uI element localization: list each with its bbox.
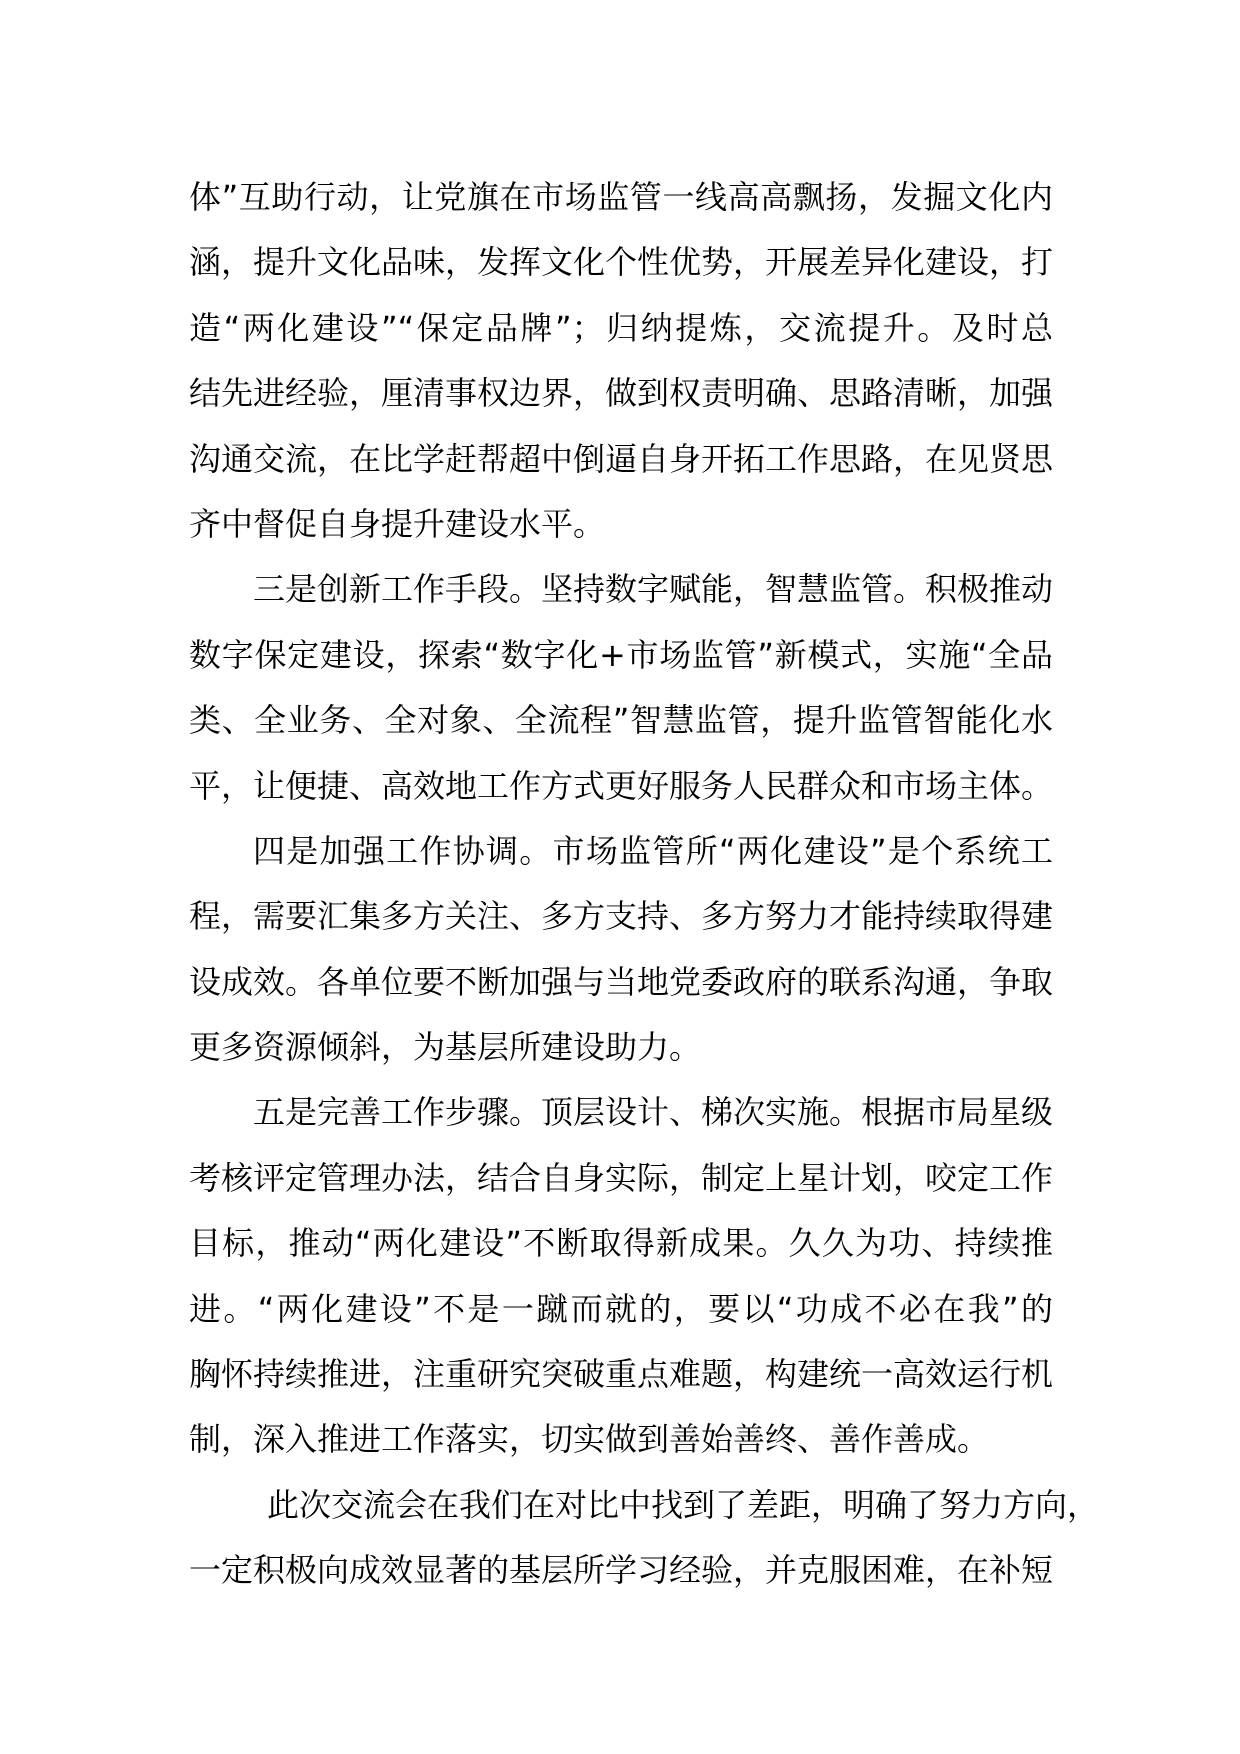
text-line: 三是创新工作手段。坚持数字赋能，智慧监管。积极推动	[253, 570, 1054, 609]
text-line: 胸怀持续推进，注重研究突破重点难题，构建统一高效运行机	[189, 1355, 1054, 1394]
paragraph	[189, 1473, 1109, 1604]
text-line: 四是加强工作协调。市场监管所“两化建设”是个系统工	[253, 831, 1053, 870]
text-line: 涵，提升文化品味，发挥文化个性优势，开展差异化建设，打	[189, 243, 1054, 282]
text-line: 结先进经验，厘清事权边界，做到权责明确、思路清晰，加强	[189, 374, 1054, 413]
text-line: 考核评定管理办法，结合自身实际，制定上星计划，咬定工作	[189, 1158, 1054, 1197]
paragraph	[189, 557, 1109, 819]
text-line: 类、全业务、全对象、全流程”智慧监管，提升监管智能化水	[189, 701, 1053, 740]
text-line: 更多资源倾斜，为基层所建设助力。	[189, 1028, 702, 1067]
text-line: 此次交流会在我们在对比中找到了差距，明确了努力方向，	[267, 1485, 1100, 1524]
text-line: 体”互助行动，让党旗在市场监管一线高高飘扬，发掘文化内	[189, 178, 1053, 216]
text-line: 进。“两化建设”不是一蹴而就的，要以“功成不必在我”的	[189, 1289, 1053, 1328]
text-line: 平，让便捷、高效地工作方式更好服务人民群众和市场主体。	[189, 766, 1054, 805]
text-line: 制，深入推进工作落实，切实做到善始善终、善作善成。	[189, 1420, 990, 1459]
text-line: 程，需要汇集多方关注、多方支持、多方努力才能持续取得建	[189, 897, 1054, 936]
document-body	[189, 165, 1109, 1604]
text-line: 齐中督促自身提升建设水平。	[189, 504, 606, 543]
text-line: 设成效。各单位要不断加强与当地党委政府的联系沟通，争取	[189, 962, 1054, 1001]
paragraph	[189, 165, 1109, 557]
paragraph	[189, 1080, 1109, 1472]
text-line: 数字保定建设，探索“数字化+市场监管”新模式，实施“全品	[189, 635, 1053, 674]
text-line: 五是完善工作步骤。顶层设计、梯次实施。根据市局星级	[253, 1093, 1054, 1132]
text-line: 沟通交流，在比学赶帮超中倒逼自身开拓工作思路，在见贤思	[189, 439, 1054, 478]
text-line: 一定积极向成效显著的基层所学习经验，并克服困难，在补短	[189, 1551, 1054, 1590]
paragraph	[189, 819, 1109, 1081]
text-line: 造“两化建设”“保定品牌”；归纳提炼，交流提升。及时总	[189, 308, 1053, 347]
text-line: 目标，推动“两化建设”不断取得新成果。久久为功、持续推	[189, 1224, 1053, 1263]
